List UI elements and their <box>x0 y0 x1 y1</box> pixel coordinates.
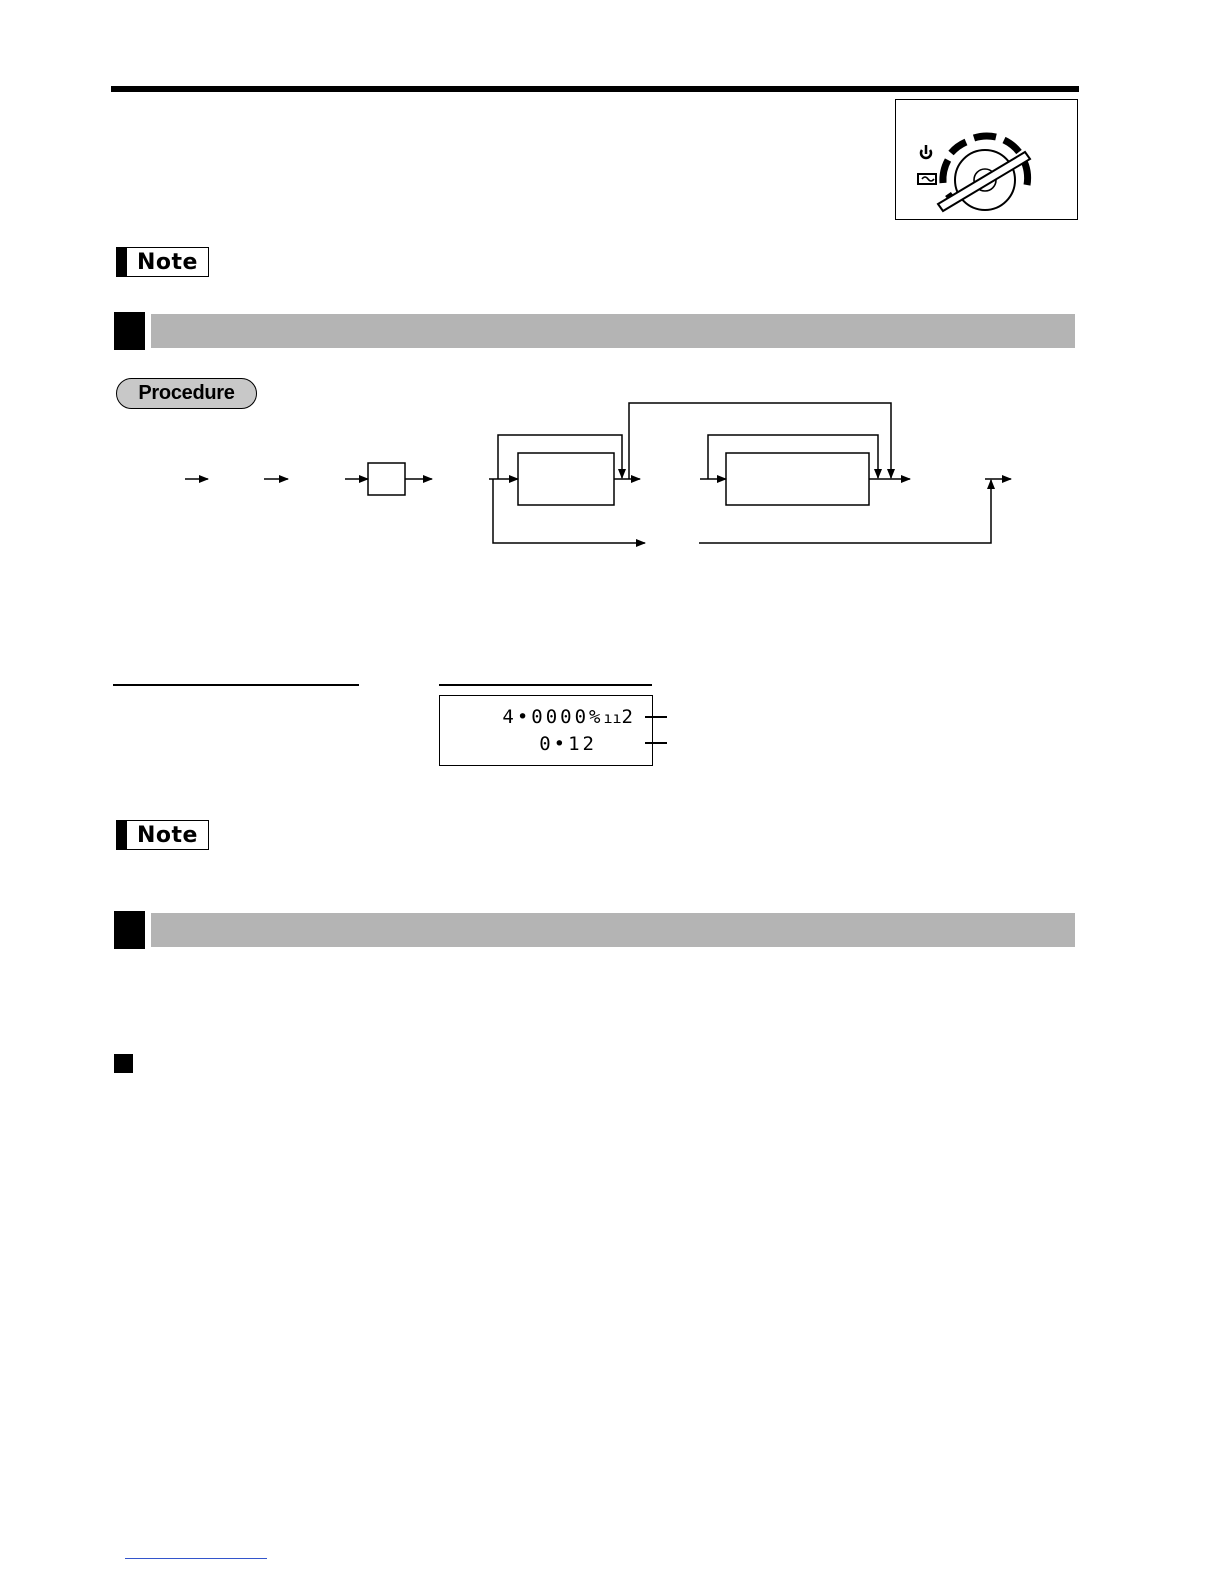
section-header <box>114 911 1075 949</box>
section-marker <box>114 312 145 350</box>
power-icon <box>921 145 931 158</box>
top-rule <box>111 86 1079 92</box>
key-box <box>368 463 405 495</box>
entry-box <box>518 453 614 505</box>
section-marker <box>114 911 145 949</box>
note-badge <box>116 247 209 277</box>
display-line-2: 0•12 <box>539 733 597 755</box>
section-band <box>151 314 1075 348</box>
display-rate: 4•0000% <box>502 706 604 728</box>
section-header <box>114 312 1075 350</box>
subsection-bullet <box>114 1054 133 1073</box>
key-operation-rule <box>113 684 359 686</box>
note-label: Note <box>137 822 198 848</box>
section-band <box>151 913 1075 947</box>
note-badge-bar <box>117 248 127 276</box>
mode-switch-illustration <box>895 99 1078 220</box>
display-example <box>439 695 653 766</box>
procedure-label: Procedure <box>116 378 257 409</box>
loop-arrow <box>498 435 622 479</box>
note-label: Note <box>137 249 198 275</box>
leader-line <box>645 716 667 718</box>
note-badge-bar <box>117 821 127 849</box>
procedure-flow-diagram <box>0 390 1224 560</box>
display-tax-symbol: ıı <box>603 709 622 727</box>
leader-line <box>645 742 667 744</box>
display-line-1 <box>502 706 636 728</box>
note-badge <box>116 820 209 850</box>
bypass-arrow <box>699 480 991 543</box>
operator-key-icon <box>918 174 936 184</box>
mode-switch-icon <box>896 100 1079 221</box>
bypass-arrow <box>493 479 645 543</box>
entry-box <box>726 453 869 505</box>
loop-arrow <box>708 435 878 479</box>
display-tax-number: 2 <box>621 706 636 728</box>
display-rule <box>439 684 652 686</box>
loop-arrow <box>629 403 891 479</box>
footer-link-underline[interactable] <box>125 1558 267 1559</box>
